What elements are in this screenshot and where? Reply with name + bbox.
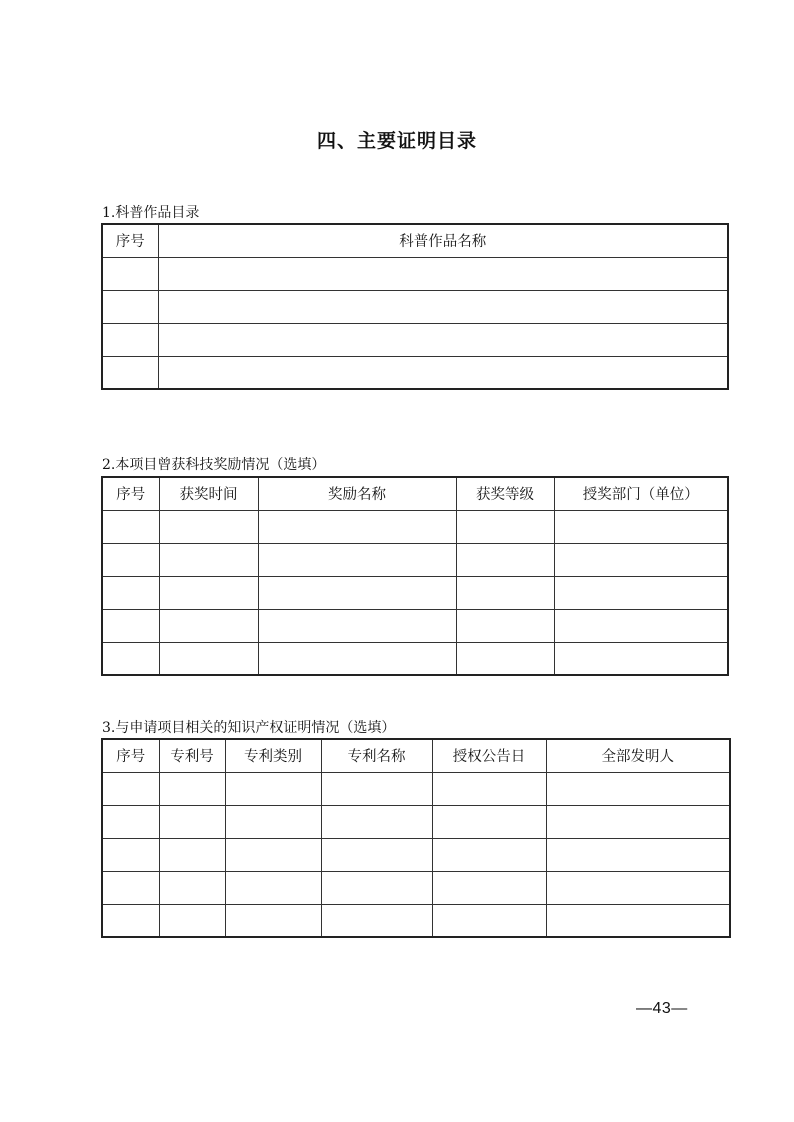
table-row — [102, 838, 730, 871]
table-cell[interactable] — [102, 904, 159, 937]
table-cell[interactable] — [158, 290, 728, 323]
table-cell[interactable] — [432, 805, 546, 838]
table-cell[interactable] — [546, 772, 730, 805]
table-cell[interactable] — [159, 772, 225, 805]
table-header-row — [102, 739, 730, 772]
table-cell[interactable] — [102, 642, 159, 675]
header-cell: 全部发明人 — [546, 739, 730, 772]
section-label-ip: 3.与申请项目相关的知识产权证明情况（选填） — [102, 720, 396, 736]
header-cell: 获奖等级 — [456, 477, 554, 510]
table-row — [102, 323, 728, 356]
table-cell[interactable] — [546, 838, 730, 871]
table-cell[interactable] — [554, 609, 728, 642]
table-cell[interactable] — [554, 543, 728, 576]
table-cell[interactable] — [225, 871, 321, 904]
header-cell: 获奖时间 — [159, 477, 258, 510]
table-row — [102, 904, 730, 937]
table-cell[interactable] — [225, 904, 321, 937]
header-cell: 序号 — [102, 739, 159, 772]
table-cell[interactable] — [321, 904, 432, 937]
table-cell[interactable] — [102, 838, 159, 871]
table-cell[interactable] — [159, 576, 258, 609]
ip-table — [101, 738, 731, 938]
table-cell[interactable] — [258, 576, 456, 609]
table-row — [102, 871, 730, 904]
table-cell[interactable] — [158, 356, 728, 389]
page-number: —43— — [636, 1000, 688, 1017]
table-cell[interactable] — [554, 510, 728, 543]
table-cell[interactable] — [321, 838, 432, 871]
table-cell[interactable] — [321, 805, 432, 838]
table-cell[interactable] — [225, 805, 321, 838]
table-cell[interactable] — [546, 871, 730, 904]
table-cell[interactable] — [102, 323, 158, 356]
table-cell[interactable] — [102, 257, 158, 290]
table-row — [102, 772, 730, 805]
table-cell[interactable] — [158, 257, 728, 290]
table-cell[interactable] — [456, 609, 554, 642]
table-cell[interactable] — [258, 609, 456, 642]
table-row — [102, 356, 728, 389]
table-row — [102, 510, 728, 543]
table-cell[interactable] — [432, 871, 546, 904]
header-cell: 专利类别 — [225, 739, 321, 772]
table-cell[interactable] — [159, 871, 225, 904]
table-cell[interactable] — [456, 510, 554, 543]
header-cell: 专利号 — [159, 739, 225, 772]
table-cell[interactable] — [432, 838, 546, 871]
table-cell[interactable] — [159, 805, 225, 838]
table-cell[interactable] — [225, 838, 321, 871]
table-cell[interactable] — [456, 543, 554, 576]
table-cell[interactable] — [102, 805, 159, 838]
section-label-awards: 2.本项目曾获科技奖励情况（选填） — [102, 457, 326, 473]
table-cell[interactable] — [159, 904, 225, 937]
table-cell[interactable] — [102, 871, 159, 904]
header-cell: 授权公告日 — [432, 739, 546, 772]
table-cell[interactable] — [159, 510, 258, 543]
table-cell[interactable] — [102, 290, 158, 323]
table-row — [102, 609, 728, 642]
table-header-row — [102, 477, 728, 510]
table-cell[interactable] — [102, 510, 159, 543]
table-cell[interactable] — [159, 543, 258, 576]
table-cell[interactable] — [432, 904, 546, 937]
table-cell[interactable] — [102, 543, 159, 576]
science-works-table — [101, 223, 729, 390]
table-cell[interactable] — [432, 772, 546, 805]
table-cell[interactable] — [258, 543, 456, 576]
table-row — [102, 543, 728, 576]
table-cell[interactable] — [258, 642, 456, 675]
table-row — [102, 576, 728, 609]
table-cell[interactable] — [102, 576, 159, 609]
table-cell[interactable] — [159, 838, 225, 871]
header-cell: 序号 — [102, 224, 158, 257]
table-cell[interactable] — [554, 576, 728, 609]
awards-table — [101, 476, 729, 676]
table-cell[interactable] — [158, 323, 728, 356]
table-header-row — [102, 224, 728, 257]
header-cell: 序号 — [102, 477, 159, 510]
table-cell[interactable] — [159, 642, 258, 675]
table-cell[interactable] — [225, 772, 321, 805]
table-cell[interactable] — [546, 805, 730, 838]
table-cell[interactable] — [554, 642, 728, 675]
table-cell[interactable] — [159, 609, 258, 642]
table-row — [102, 290, 728, 323]
table-row — [102, 257, 728, 290]
header-cell: 科普作品名称 — [158, 224, 728, 257]
table-cell[interactable] — [456, 576, 554, 609]
table-cell[interactable] — [258, 510, 456, 543]
table-cell[interactable] — [321, 871, 432, 904]
table-cell[interactable] — [102, 609, 159, 642]
header-cell: 授奖部门（单位） — [554, 477, 728, 510]
section-label-works: 1.科普作品目录 — [102, 205, 200, 221]
table-cell[interactable] — [102, 356, 158, 389]
table-cell[interactable] — [321, 772, 432, 805]
header-cell: 奖励名称 — [258, 477, 456, 510]
table-row — [102, 805, 730, 838]
table-cell[interactable] — [456, 642, 554, 675]
table-row — [102, 642, 728, 675]
page-title: 四、主要证明目录 — [316, 130, 477, 152]
header-cell: 专利名称 — [321, 739, 432, 772]
table-cell[interactable] — [546, 904, 730, 937]
table-cell[interactable] — [102, 772, 159, 805]
